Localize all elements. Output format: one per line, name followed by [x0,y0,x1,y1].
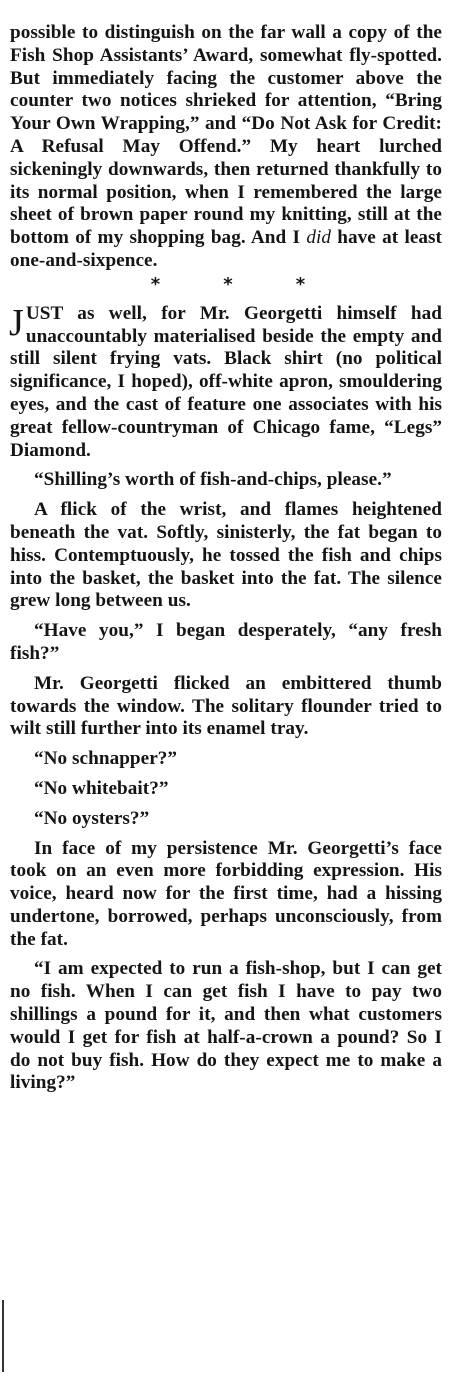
section-break-star-2: * [223,273,233,295]
paragraph-4: A flick of the wrist, and flames heightened beneath the vat. Softly, sinisterly, the fat began to hiss. Contemptuously, he tossed the fish and chips into the basket, the basket into the fat. The silence grew long between us. [10,499,442,612]
section-break [10,275,442,295]
paragraph-9: “No oysters?” [34,807,150,829]
section-break-star-1: * [150,273,161,295]
paragraph-1-text: possible to distinguish on the far wall a copy of the Fish Shop Assistants’ Award, somewhat fly-spotted. But immediately facing the customer above the counter two notices shrieked for attention, “Bring Your Own Wrapping,” and “Do Not Ask for Credit: A Refusal May Offend.” My heart lurched sickeningly downwards, then returned thankfully to its normal position, when I remembered the large sheet of brown paper round my knitting, still at the bottom of my shopping bag. And I [10,22,442,249]
emphasis-did: did [306,227,331,249]
paragraph-6: Mr. Georgetti flicked an embittered thumb towards the window. The solitary flounder tried to wilt still further into its enamel tray. [10,672,442,740]
paragraph-1-end: have at least one-and-sixpence. [10,227,443,271]
article-column [10,22,442,1095]
paragraph-2 [10,303,442,463]
paragraph-5: “Have you,” I began desperately, “any fresh fish?” [10,620,442,664]
paragraph-8: “No whitebait?” [34,777,169,799]
paragraph-11: “I am expected to run a fish-shop, but I can get no fish. When I can get fish I have to pay two shillings a pound for it, and then what customers would I get for fish at half-a-crown a pound? So I do not buy fish. How do they expect me to make a living?” [10,958,442,1094]
paragraph-10: In face of my persistence Mr. Georgetti’s face took on an even more forbidding expression. His voice, heard now for the first time, had a hissing undertone, borrowed, perhaps unconsciously, from the fat. [10,837,442,950]
section-break-star-3: * [295,273,306,295]
paragraph-3: “Shilling’s worth of fish-and-chips, please.” [34,469,392,491]
margin-rule [2,1300,4,1372]
paragraph-2-text: UST as well, for Mr. Georgetti himself had unaccountably materialised beside the empty and still silent frying vats. Black shirt (no political significance, I hoped), off-white apron, smouldering eyes, and the cast of feature one associates with his great fellow-countryman of Chicago fame, “Legs” Diamond. [10,302,442,461]
paragraph-7: “No schnapper?” [34,748,178,770]
paragraph-1 [10,22,442,273]
drop-cap: J [9,301,24,344]
